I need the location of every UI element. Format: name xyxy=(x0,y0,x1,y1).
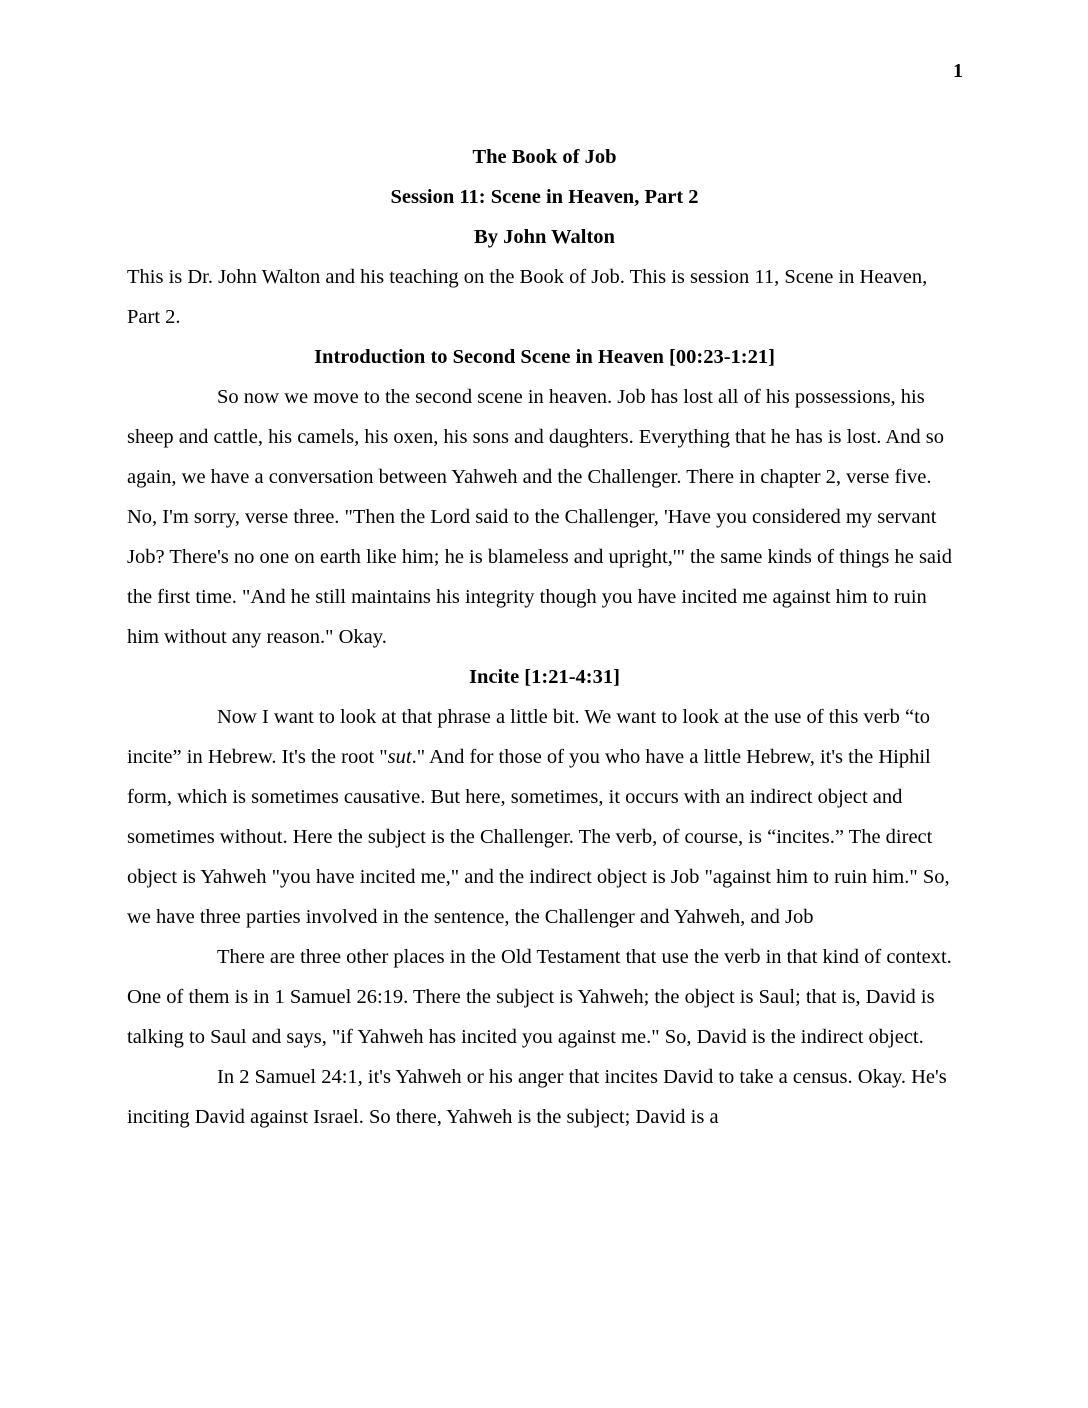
section-heading-introduction: Introduction to Second Scene in Heaven [00:23-1:21] xyxy=(314,346,775,368)
section-heading-incite: Incite [1:21-4:31] xyxy=(469,666,620,688)
document-title: The Book of Job xyxy=(472,146,617,168)
section-incite-paragraph-3: In 2 Samuel 24:1, it's Yahweh or his anger that incites David to take a census. Okay. He's inciting David against Israel. So there, Yahweh is the subject; David is a xyxy=(127,1066,947,1128)
section-introduction-paragraph-1: So now we move to the second scene in heaven. Job has lost all of his possessions, his sheep and cattle, his camels, his oxen, his sons and daughters. Everything that he has is lost. And so again, we have a conversation between Yahweh and the Challenger. There in chapter 2, verse five. No, I'm sorry, verse three. "Then the Lord said to the Challenger, 'Have you considered my servant Job? There's no one on earth like him; he is blameless and upright,'" the same kinds of things he said the first time. "And he still maintains his integrity though you have incited me against him to ruin him without any reason." Okay. xyxy=(127,386,952,648)
section-incite-paragraph-2: There are three other places in the Old Testament that use the verb in that kind of context. One of them is in 1 Samuel 26:19. There the subject is Yahweh; the object is Saul; that is, David is talking to Saul and says, "if Yahweh has incited you against me." So, David is the indirect object. xyxy=(127,946,952,1048)
document-subtitle: Session 11: Scene in Heaven, Part 2 xyxy=(390,186,699,208)
section-incite-paragraph-1: Now I want to look at that phrase a little bit. We want to look at the use of this verb “to incite” in Hebrew. It's the root "sut." And for those of you who have a little Hebrew, it's the Hiphil form, which is sometimes causative. But here, sometimes, it occurs with an indirect object and sometimes without. Here the subject is the Challenger. The verb, of course, is “incites.” The direct object is Yahweh "you have incited me," and the indirect object is Job "against him to ruin him." So, we have three parties involved in the sentence, the Challenger and Yahweh, and Job xyxy=(127,706,950,928)
document-author: By John Walton xyxy=(474,226,615,248)
page-number: 1 xyxy=(953,60,963,82)
intro-paragraph: This is Dr. John Walton and his teaching on the Book of Job. This is session 11, Scene in Heaven, Part 2. xyxy=(127,266,928,328)
